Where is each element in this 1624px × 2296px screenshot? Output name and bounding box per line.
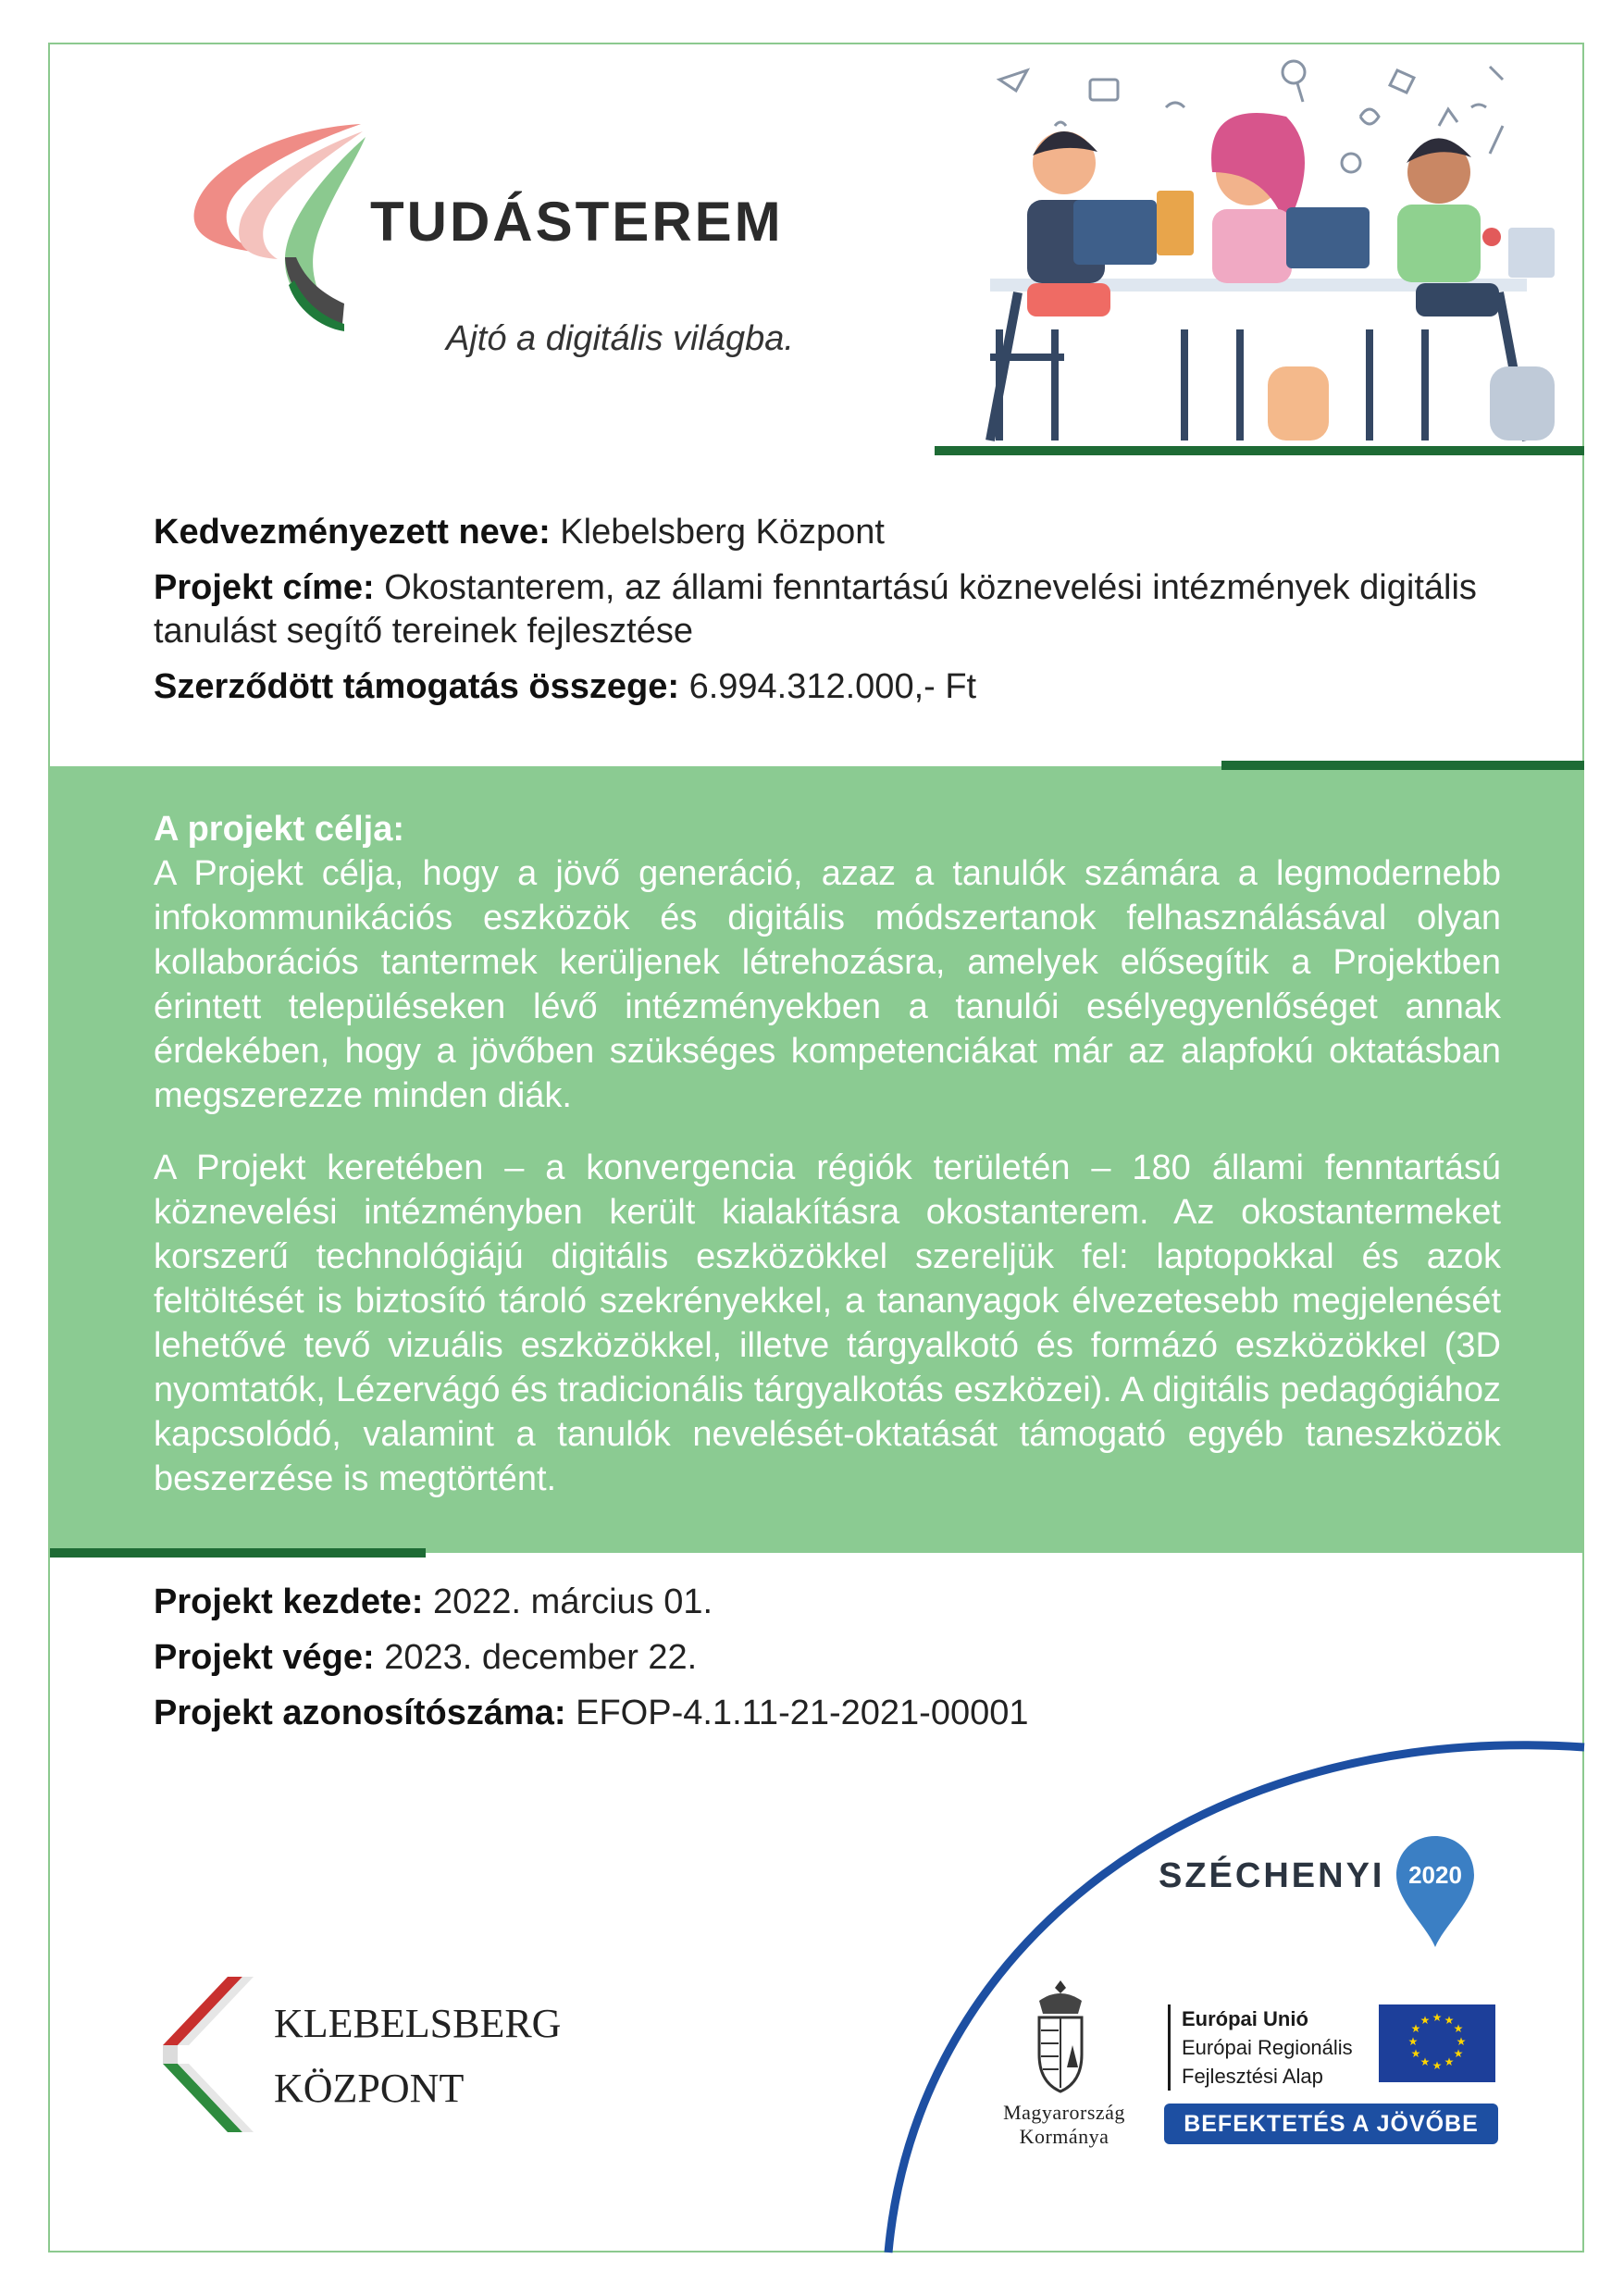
svg-text:★: ★	[1456, 2035, 1467, 2048]
beneficiary-value: Klebelsberg Központ	[560, 513, 885, 552]
svg-text:★: ★	[1432, 2011, 1443, 2024]
project-goal	[154, 807, 1501, 1529]
start-value: 2022. március 01.	[433, 1582, 713, 1621]
project-title-row	[154, 566, 1505, 653]
goal-paragraph-1: A Projekt célja, hogy a jövő generáció, azaz a tanulók számára a legmodernebb infokommunikációs eszközök és digitális módszertanok felhasználásával olyan kollaborációs tantermek kerüljenek létrehozásra, amelyek elősegítik a Projektben érintett településeken lévő intézményekben a tanulói esélyegyenlőséget annak érdekében, hogy a jövőben szükséges kompetenciákat már az alapfokú oktatásban megszerezze minden diák.	[154, 854, 1501, 1115]
hungary-crest-icon	[1030, 1979, 1091, 2097]
project-title-value: Okostanterem, az állami fenntartású köznevelési intézmények digitális tanulást segítő tereinek fejlesztése	[154, 568, 1477, 651]
government-label	[976, 2101, 1152, 2149]
id-label: Projekt azonosítószáma:	[154, 1694, 566, 1732]
szechenyi-year: 2020	[1408, 1861, 1462, 1889]
svg-text:★: ★	[1410, 2047, 1421, 2060]
id-value: EFOP-4.1.11-21-2021-00001	[576, 1694, 1029, 1732]
szechenyi-logo-text: SZÉCHENYI	[1159, 1856, 1385, 1895]
klebelsberg-line2: KÖZPONT	[274, 2066, 465, 2111]
start-label: Projekt kezdete:	[154, 1582, 424, 1621]
svg-text:★: ★	[1453, 2047, 1464, 2060]
support-row	[154, 665, 1505, 709]
svg-text:★: ★	[1432, 2059, 1443, 2072]
project-info	[154, 511, 1505, 721]
klebelsberg-logo-icon	[150, 1971, 261, 2138]
project-title-label: Projekt címe:	[154, 568, 375, 607]
id-row	[154, 1692, 1505, 1735]
beneficiary-label: Kedvezményezett neve:	[154, 513, 551, 552]
svg-text:★: ★	[1453, 2022, 1464, 2035]
klebelsberg-line1: KLEBELSBERG	[274, 2001, 562, 2046]
invest-banner: BEFEKTETÉS A JÖVŐBE	[1164, 2104, 1498, 2144]
svg-text:★: ★	[1444, 2055, 1455, 2068]
beneficiary-row	[154, 511, 1505, 554]
eu-flag-icon	[1379, 2004, 1495, 2082]
tudasterem-logo-icon	[185, 118, 370, 331]
eu-line1: Európai Unió	[1182, 2007, 1308, 2030]
svg-text:★: ★	[1419, 2014, 1431, 2027]
end-value: 2023. december 22.	[384, 1638, 698, 1677]
start-row	[154, 1581, 1505, 1624]
end-label: Projekt vége:	[154, 1638, 375, 1677]
gov-line1: Magyarország	[1003, 2101, 1125, 2124]
eu-line2: Európai Regionális	[1182, 2036, 1353, 2059]
brand-title: TUDÁSTEREM	[370, 191, 784, 253]
svg-text:★: ★	[1410, 2022, 1421, 2035]
goal-heading: A projekt célja:	[154, 810, 405, 849]
goal-paragraph-2: A Projekt keretében – a konvergencia régiók területén – 180 állami fenntartású köznevelési intézményben került kialakításra okostanterem. Az okostantermeket korszerű technológiájú digitális eszközökkel szereljük fel: laptopokkal és azok feltöltését is biztosító tároló szekrényekkel, a tananyagok élvezetesebb megjelenését lehetővé tevő vizuális eszközökkel, illetve tárgyalkotó és formázó eszközökkel (3D nyomtatók, Lézervágó és tradicionális tárgyalkotás eszközei). A digitális pedagógiához kapcsolódó, valamint a tanulók nevelését-oktatását támogató egyéb taneszközök beszerzése is megtörtént.	[154, 1148, 1501, 1498]
szechenyi-pin-icon	[1393, 1832, 1478, 1951]
classroom-illustration	[935, 52, 1584, 455]
gov-line2: Kormánya	[1019, 2125, 1110, 2148]
klebelsberg-name	[274, 1992, 561, 2121]
svg-text:★: ★	[1444, 2014, 1455, 2027]
support-label: Szerződött támogatás összege:	[154, 667, 679, 706]
eu-line3: Fejlesztési Alap	[1182, 2065, 1323, 2088]
end-row	[154, 1636, 1505, 1680]
support-value: 6.994.312.000,- Ft	[688, 667, 977, 706]
eu-label	[1168, 2004, 1353, 2091]
brand-tagline: Ajtó a digitális világba.	[446, 319, 794, 358]
project-dates	[154, 1581, 1505, 1747]
svg-text:★: ★	[1407, 2035, 1419, 2048]
band-accent-line-top	[1221, 761, 1584, 770]
svg-text:★: ★	[1419, 2055, 1431, 2068]
band-accent-line-bottom	[50, 1548, 426, 1558]
